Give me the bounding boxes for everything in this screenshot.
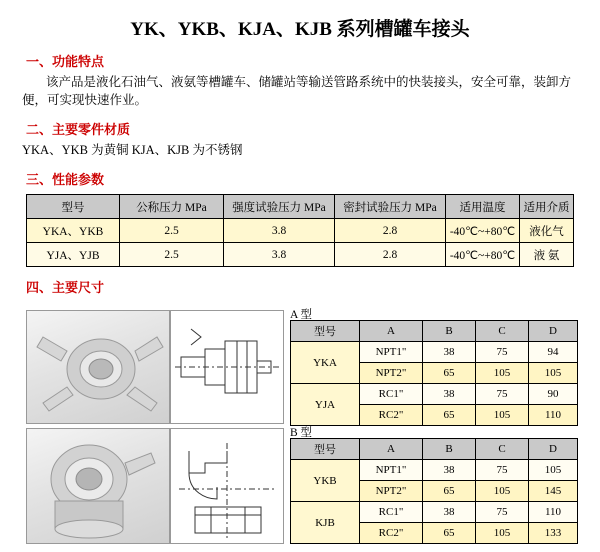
type-a-label: A 型 bbox=[290, 309, 313, 322]
dim-a-cell: 38 bbox=[423, 342, 476, 363]
table-row bbox=[291, 502, 578, 523]
section-heading-materials: 二、主要零件材质 bbox=[26, 122, 131, 138]
dim-a-col-a: A bbox=[360, 321, 423, 342]
dim-a-model: YJA bbox=[291, 384, 360, 426]
performance-table bbox=[26, 194, 574, 267]
perf-cell: 2.8 bbox=[335, 219, 446, 243]
dim-a-cell: NPT1" bbox=[360, 342, 423, 363]
dim-b-cell: RC1" bbox=[360, 502, 423, 523]
dim-a-cell: 110 bbox=[529, 405, 578, 426]
dim-b-cell: RC2" bbox=[360, 523, 423, 544]
table-header-row bbox=[291, 321, 578, 342]
section-heading-dimensions: 四、主要尺寸 bbox=[26, 280, 105, 296]
dim-a-cell: 38 bbox=[423, 384, 476, 405]
section-body-materials: YKA、YKB 为黄铜 KJA、KJB 为不锈钢 bbox=[22, 143, 243, 158]
dim-a-model: YKA bbox=[291, 342, 360, 384]
perf-cell: 2.8 bbox=[335, 243, 446, 267]
dim-b-cell: 65 bbox=[423, 523, 476, 544]
dimensions-area bbox=[0, 304, 600, 552]
dim-b-cell: 105 bbox=[476, 481, 529, 502]
perf-cell: -40℃~+80℃ bbox=[446, 219, 520, 243]
coupling-photo-a-art bbox=[27, 311, 169, 423]
dimension-table-b bbox=[290, 438, 578, 544]
dimension-table-a bbox=[290, 320, 578, 426]
dim-b-cell: 133 bbox=[529, 523, 578, 544]
dim-a-cell: RC1" bbox=[360, 384, 423, 405]
dim-b-cell: NPT2" bbox=[360, 481, 423, 502]
dim-a-cell: RC2" bbox=[360, 405, 423, 426]
perf-col-temperature: 适用温度 bbox=[446, 195, 520, 219]
perf-col-medium: 适用介质 bbox=[520, 195, 574, 219]
dim-a-cell: 105 bbox=[476, 405, 529, 426]
dim-b-cell: 65 bbox=[423, 481, 476, 502]
dim-b-cell: 110 bbox=[529, 502, 578, 523]
dim-b-model: YKB bbox=[291, 460, 360, 502]
perf-cell: -40℃~+80℃ bbox=[446, 243, 520, 267]
photo-coupling-a bbox=[26, 310, 170, 424]
dim-b-col-d: D bbox=[529, 439, 578, 460]
dim-a-col-model: 型号 bbox=[291, 321, 360, 342]
perf-cell: 3.8 bbox=[224, 243, 335, 267]
perf-cell: 3.8 bbox=[224, 219, 335, 243]
table-header-row bbox=[291, 439, 578, 460]
perf-cell: 液化气 bbox=[520, 219, 574, 243]
coupling-drawing-b-art bbox=[171, 429, 283, 543]
perf-cell: YKA、YKB bbox=[27, 219, 120, 243]
dim-a-col-d: D bbox=[529, 321, 578, 342]
perf-col-seal-pressure: 密封试验压力 MPa bbox=[335, 195, 446, 219]
dim-a-cell: NPT2" bbox=[360, 363, 423, 384]
drawing-coupling-a bbox=[170, 310, 284, 424]
dim-a-cell: 75 bbox=[476, 342, 529, 363]
drawing-coupling-b bbox=[170, 428, 284, 544]
dim-a-cell: 105 bbox=[529, 363, 578, 384]
dim-b-cell: 105 bbox=[529, 460, 578, 481]
dim-b-cell: 145 bbox=[529, 481, 578, 502]
dim-b-cell: 105 bbox=[476, 523, 529, 544]
dim-b-col-a: A bbox=[360, 439, 423, 460]
dim-b-cell: 75 bbox=[476, 502, 529, 523]
dim-a-cell: 65 bbox=[423, 363, 476, 384]
dim-a-cell: 75 bbox=[476, 384, 529, 405]
dim-a-cell: 105 bbox=[476, 363, 529, 384]
dim-b-col-model: 型号 bbox=[291, 439, 360, 460]
dim-b-cell: 38 bbox=[423, 460, 476, 481]
coupling-drawing-a-art bbox=[171, 311, 283, 423]
perf-cell: YJA、YJB bbox=[27, 243, 120, 267]
dim-b-model: KJB bbox=[291, 502, 360, 544]
perf-cell: 液 氨 bbox=[520, 243, 574, 267]
dim-b-cell: NPT1" bbox=[360, 460, 423, 481]
perf-cell: 2.5 bbox=[120, 243, 224, 267]
table-header-row bbox=[27, 195, 574, 219]
dim-a-cell: 94 bbox=[529, 342, 578, 363]
dim-a-cell: 65 bbox=[423, 405, 476, 426]
perf-col-strength-pressure: 强度试验压力 MPa bbox=[224, 195, 335, 219]
coupling-photo-b-art bbox=[27, 429, 169, 543]
dim-a-cell: 90 bbox=[529, 384, 578, 405]
section-heading-performance: 三、性能参数 bbox=[26, 172, 105, 188]
page-title: YK、YKB、KJA、KJB 系列槽罐车接头 bbox=[130, 19, 470, 40]
table-row bbox=[27, 243, 574, 267]
dim-b-col-c: C bbox=[476, 439, 529, 460]
photo-coupling-b bbox=[26, 428, 170, 544]
table-row bbox=[291, 342, 578, 363]
performance-table-wrapper bbox=[26, 194, 574, 267]
table-row bbox=[291, 460, 578, 481]
dimension-table-b-wrapper bbox=[290, 438, 578, 544]
dimension-table-a-wrapper bbox=[290, 320, 578, 426]
perf-col-model: 型号 bbox=[27, 195, 120, 219]
perf-col-nominal-pressure: 公称压力 MPa bbox=[120, 195, 224, 219]
perf-cell: 2.5 bbox=[120, 219, 224, 243]
dim-b-col-b: B bbox=[423, 439, 476, 460]
section-body-features: 该产品是液化石油气、液氨等槽罐车、储罐站等输送管路系统中的快装接头，安全可靠，装卸方便，可实现快速作业。 bbox=[22, 75, 572, 108]
dim-a-col-b: B bbox=[423, 321, 476, 342]
type-b-label: B 型 bbox=[290, 427, 313, 440]
table-row bbox=[27, 219, 574, 243]
table-row bbox=[291, 384, 578, 405]
dim-b-cell: 38 bbox=[423, 502, 476, 523]
section-heading-features: 一、功能特点 bbox=[26, 54, 105, 69]
dim-a-col-c: C bbox=[476, 321, 529, 342]
dim-b-cell: 75 bbox=[476, 460, 529, 481]
